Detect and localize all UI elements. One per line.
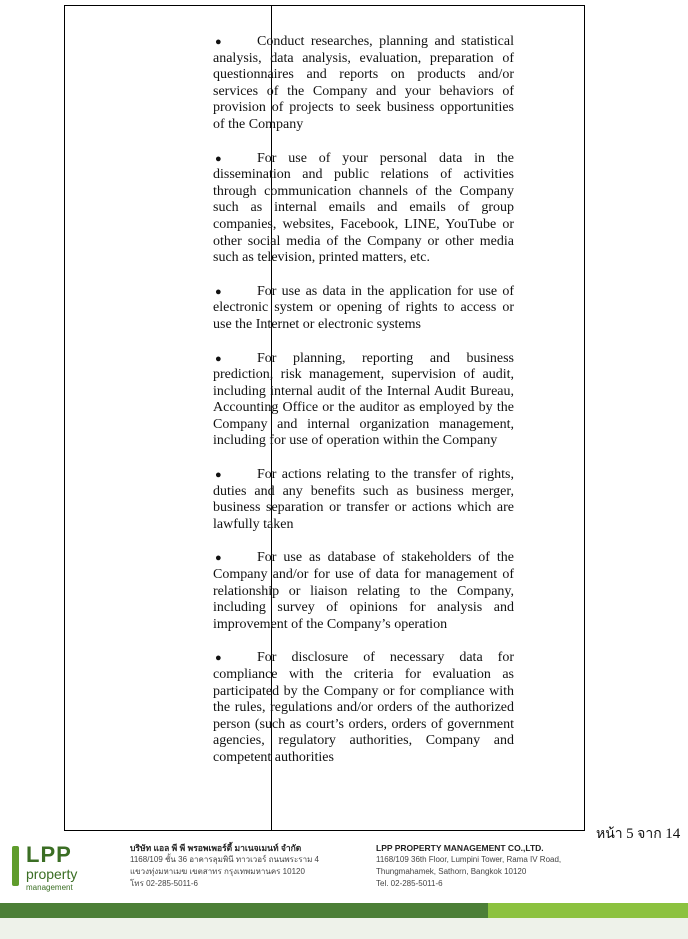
company-logo xyxy=(12,842,102,896)
company-name-thai: บริษัท แอล พี พี พรอพเพอร์ตี้ มาเนจเมนท์ จำกัด xyxy=(130,843,302,853)
list-item xyxy=(213,284,514,334)
bullet-icon: ● xyxy=(215,152,222,165)
page-separator: จาก xyxy=(637,827,662,842)
footer-address-english xyxy=(376,842,561,890)
list-item xyxy=(213,467,514,533)
logo-mark-icon xyxy=(12,846,19,886)
phone-number: Tel. 02-285-5011-6 xyxy=(376,879,443,888)
page-total: 14 xyxy=(665,826,681,842)
logo-lpp-text: LPP xyxy=(26,842,72,867)
bullet-icon: ● xyxy=(215,469,222,482)
company-name-english: LPP PROPERTY MANAGEMENT CO.,LTD. xyxy=(376,843,544,853)
bullet-icon: ● xyxy=(215,552,222,565)
purpose-list xyxy=(213,34,514,784)
list-item xyxy=(213,351,514,451)
list-item-text: For use as data in the application for use of electronic system or opening of rights to access or use the Internet or electronic systems xyxy=(213,283,514,332)
bullet-icon: ● xyxy=(215,36,222,48)
bullet-icon: ● xyxy=(215,652,222,665)
address-line: แขวงทุ่งมหาเมฆ เขตสาทร กรุงเทพมหานคร 10120 xyxy=(130,867,305,876)
list-item-text: For use as database of stakeholders of the Company and/or for use of data for management of relationship or liaison relating to the Company, including survey of opinions for analysis and improvement of the Company’s operation xyxy=(213,550,514,632)
list-item-text: For disclosure of necessary data for compliance with the criteria for evaluation as participated by the Company or for compliance with the rules, regulations and/or orders of the authorized person (such as court’s orders, orders of government agencies, regulatory authorities, Company and competent authorities xyxy=(213,650,514,765)
page-footer xyxy=(0,836,688,939)
list-item-text: For use of your personal data in the dissemination and public relations of activities through communication channels of the Company such as internal emails and emails of group companies, websites, Facebook, LINE, YouTube or other social media of the Company or other media such as television, printed matters, etc. xyxy=(213,150,514,266)
list-item xyxy=(213,650,514,766)
address-line: Thungmahamek, Sathorn, Bangkok 10120 xyxy=(376,867,527,876)
logo-property-text: property xyxy=(26,866,78,882)
logo-management-text: management xyxy=(26,883,73,892)
address-line: 1168/109 36th Floor, Lumpini Tower, Rama IV Road, xyxy=(376,855,562,864)
list-item-text: For actions relating to the transfer of rights, duties and any benefits such as business merger, business separation or transfer or actions which are lawfully taken xyxy=(213,467,514,532)
list-item-text: For planning, reporting and business prediction, risk management, supervision of audit, including internal audit of the Internal Audit Bureau, Accounting Office or the auditor as employed by the Company and internal organization management, including for use of operation within the Company xyxy=(213,350,514,449)
footer-address-thai xyxy=(130,842,319,890)
list-item xyxy=(213,151,514,267)
list-item xyxy=(213,550,514,633)
page-prefix: หน้า xyxy=(596,827,623,842)
footer-bar-bottom xyxy=(0,918,688,939)
page-current: 5 xyxy=(626,826,634,842)
bullet-icon: ● xyxy=(215,352,222,365)
phone-number: โทร 02-285-5011-6 xyxy=(130,879,198,888)
address-line: 1168/109 ชั้น 36 อาคารลุมพินี ทาวเวอร์ ถนนพระราม 4 xyxy=(130,855,320,864)
footer-bar-light xyxy=(488,903,688,918)
list-item-text: Conduct researches, planning and statistical analysis, data analysis, evaluation, preparation of questionnaires and reports on products and/or services of the Company and your behaviors of provision of projects to seek business opportunities of the Company xyxy=(213,34,514,132)
bullet-icon: ● xyxy=(215,285,222,298)
list-item xyxy=(213,34,514,134)
